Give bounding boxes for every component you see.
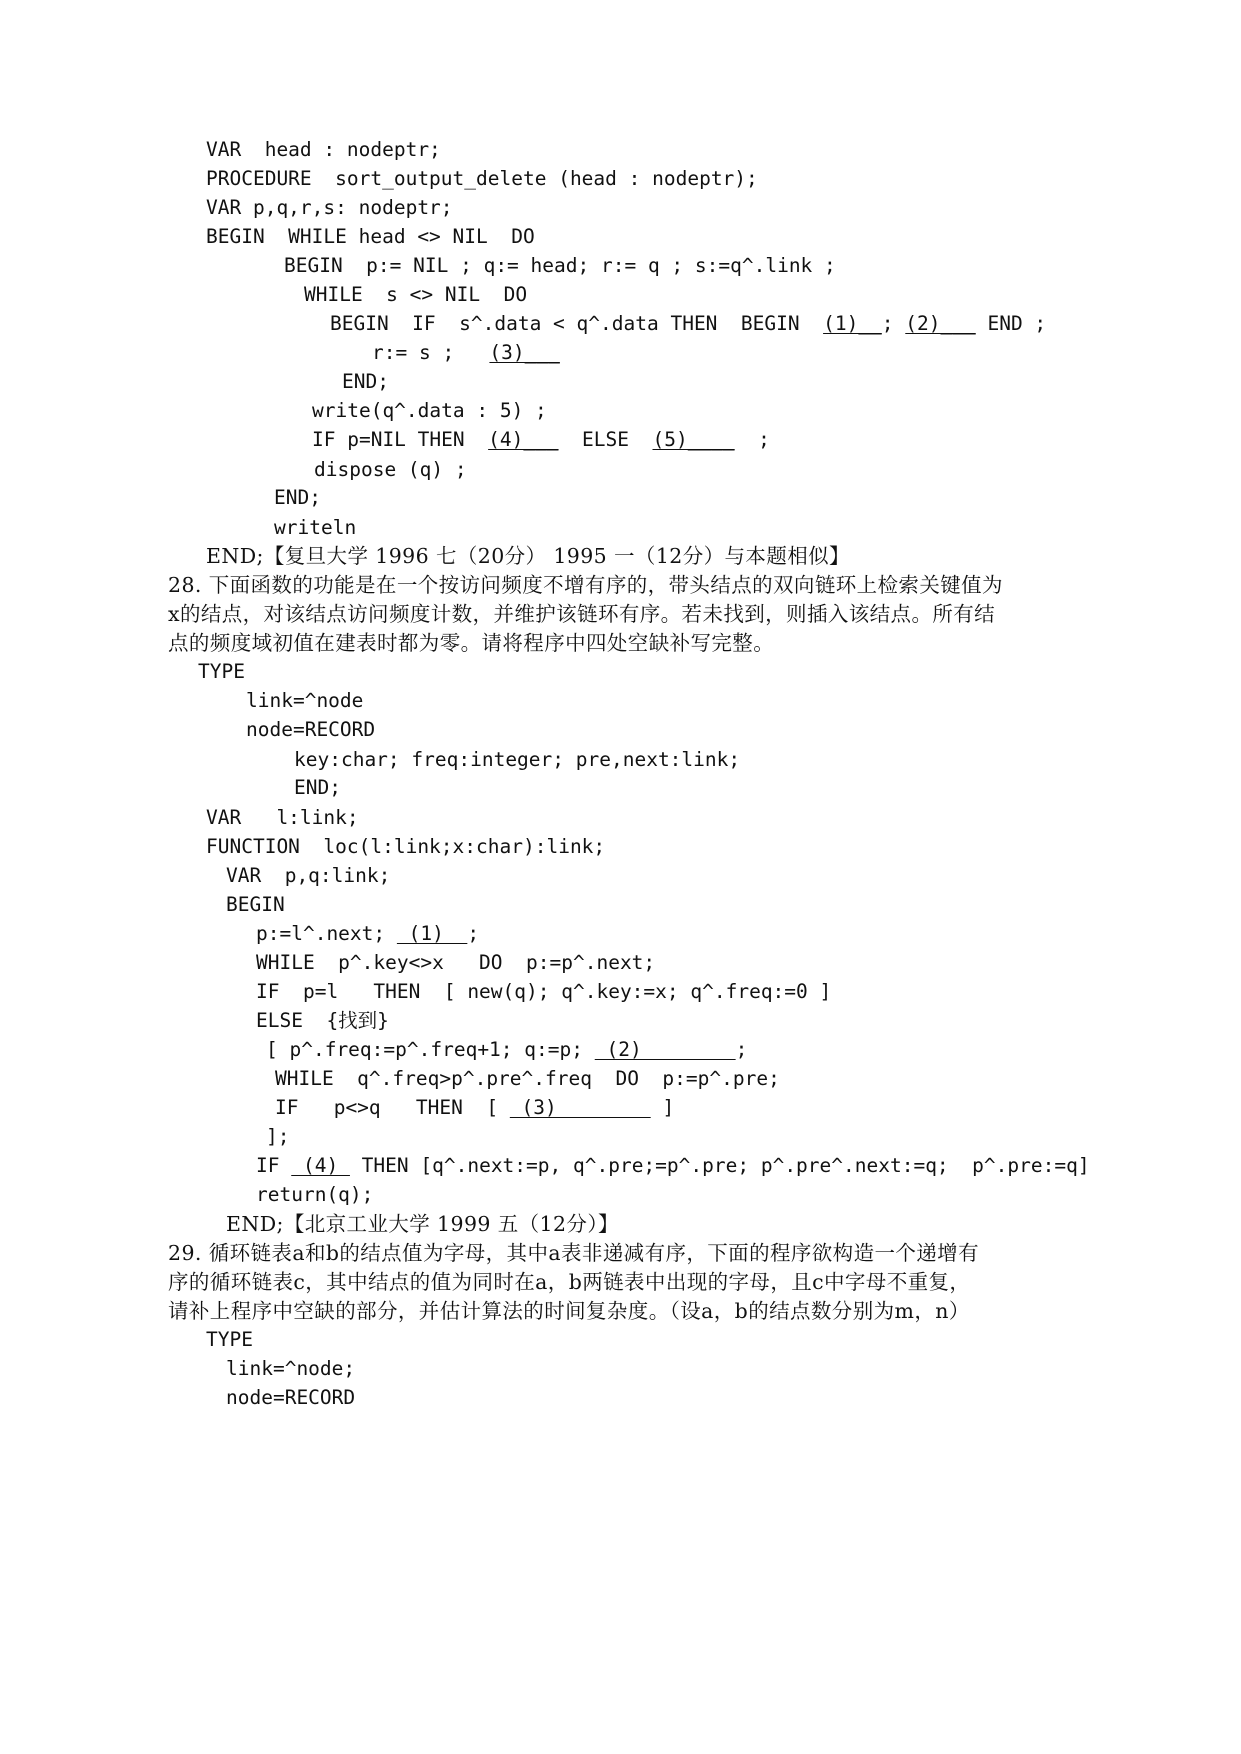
code-line: FUNCTION loc(l:link;x:char):link;: [206, 835, 606, 858]
code-line: dispose (q) ;: [314, 458, 467, 481]
answer-blank: (1)__: [823, 312, 882, 335]
code-line: p:=l^.next; (1) ;: [256, 922, 480, 945]
code-line: writeln: [274, 516, 357, 539]
code-line: link=^node: [246, 689, 364, 712]
code-line: IF p<>q THEN [ (3) ]: [275, 1096, 675, 1119]
code-line: VAR p,q,r,s: nodeptr;: [206, 196, 453, 219]
code-line: IF p=l THEN [ new(q); q^.key:=x; q^.freq:=0 ]: [256, 980, 832, 1003]
answer-blank: (3): [509, 1096, 651, 1119]
code-line: ELSE {找到}: [256, 1009, 389, 1032]
answer-blank: (4): [291, 1154, 350, 1177]
question-text: 28. 下面函数的功能是在一个按访问频度不增有序的，带头结点的双向链环上检索关键值为: [168, 573, 1003, 597]
answer-blank: (2): [594, 1038, 736, 1061]
code-line: VAR l:link;: [206, 806, 359, 829]
code-line: BEGIN: [226, 893, 285, 916]
answer-blank: (2)___: [905, 312, 976, 335]
question-text: 点的频度域初值在建表时都为零。请将程序中四处空缺补写完整。: [168, 631, 775, 655]
question-text: x的结点，对该结点访问频度计数，并维护该链环有序。若未找到，则插入该结点。所有结: [168, 602, 996, 626]
code-line: BEGIN p:= NIL ; q:= head; r:= q ; s:=q^.link ;: [284, 254, 836, 277]
code-line: VAR head : nodeptr;: [206, 138, 441, 161]
code-line: TYPE: [198, 660, 245, 683]
code-line: WHILE q^.freq>p^.pre^.freq DO p:=p^.pre;: [275, 1067, 780, 1090]
code-line: END;: [274, 486, 321, 509]
question-text: 序的循环链表c，其中结点的值为同时在a，b两链表中出现的字母，且c中字母不重复，: [168, 1270, 971, 1294]
source-citation: END;【复旦大学 1996 七（20分） 1995 一（12分）与本题相似】: [206, 544, 850, 568]
code-line: VAR p,q:link;: [226, 864, 391, 887]
answer-blank: (3)___: [489, 341, 560, 364]
code-line: WHILE p^.key<>x DO p:=p^.next;: [256, 951, 656, 974]
code-line: node=RECORD: [226, 1386, 356, 1409]
code-line: END;: [342, 370, 389, 393]
source-citation: END;【北京工业大学 1999 五（12分）】: [226, 1212, 619, 1236]
code-line: return(q);: [256, 1183, 374, 1206]
code-line: END;: [294, 776, 341, 799]
code-line: [ p^.freq:=p^.freq+1; q:=p; (2) ;: [266, 1038, 748, 1061]
question-text: 29. 循环链表a和b的结点值为字母，其中a表非递减有序，下面的程序欲构造一个递增有: [168, 1241, 979, 1265]
code-line: PROCEDURE sort_output_delete (head : nodeptr);: [206, 167, 758, 190]
code-line: IF (4) THEN [q^.next:=p, q^.pre;=p^.pre; p^.pre^.next:=q; p^.pre:=q]: [256, 1154, 1090, 1177]
question-text: 请补上程序中空缺的部分，并估计算法的时间复杂度。（设a，b的结点数分别为m，n）: [168, 1299, 970, 1323]
code-line: link=^node;: [226, 1357, 356, 1380]
code-line: BEGIN WHILE head <> NIL DO: [206, 225, 535, 248]
code-line: r:= s ; (3)___: [372, 341, 560, 364]
code-line: ];: [266, 1125, 290, 1148]
answer-blank: (5)____: [652, 428, 735, 451]
code-line: WHILE s <> NIL DO: [304, 283, 528, 306]
code-line: IF p=NIL THEN (4)___ ELSE (5)____ ;: [312, 428, 770, 451]
code-line: TYPE: [206, 1328, 253, 1351]
code-line: BEGIN IF s^.data < q^.data THEN BEGIN (1)__; (2)___ END ;: [330, 312, 1047, 335]
code-line: node=RECORD: [246, 718, 376, 741]
code-line: key:char; freq:integer; pre,next:link;: [294, 748, 741, 771]
answer-blank: (4)___: [488, 428, 559, 451]
answer-blank: (1): [396, 922, 468, 945]
code-line: write(q^.data : 5) ;: [312, 399, 547, 422]
